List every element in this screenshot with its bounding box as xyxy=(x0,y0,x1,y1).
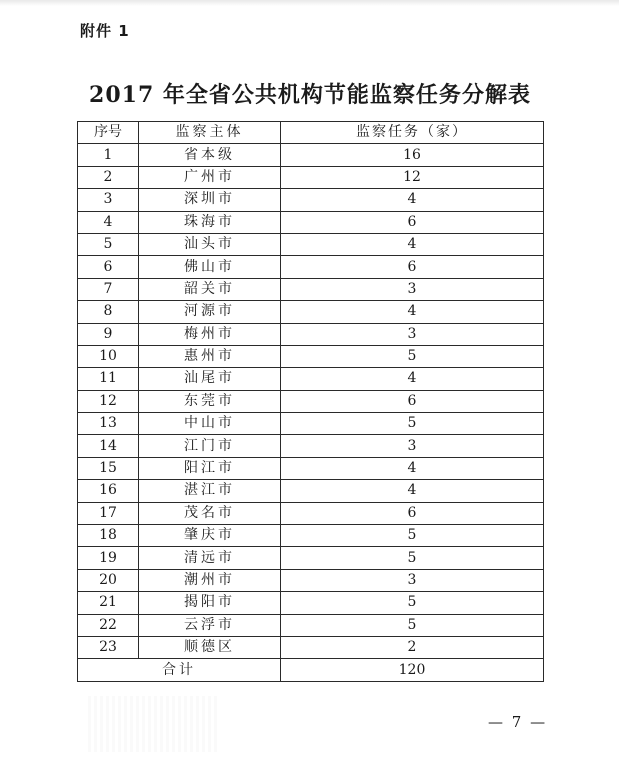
table-row xyxy=(78,502,544,524)
row-no-cell: 10 xyxy=(78,345,139,367)
row-tasks-cell: 3 xyxy=(281,278,544,300)
row-no-cell: 15 xyxy=(78,457,139,479)
table-row xyxy=(78,569,544,591)
row-no-cell: 13 xyxy=(78,413,139,435)
row-no-cell: 19 xyxy=(78,547,139,569)
table-row xyxy=(78,592,544,614)
row-tasks-cell: 6 xyxy=(281,390,544,412)
table-row xyxy=(78,278,544,300)
row-entity-cell: 汕头市 xyxy=(139,233,281,255)
row-entity-cell: 省本级 xyxy=(139,144,281,166)
table-row xyxy=(78,368,544,390)
attachment-label: 附件 1 xyxy=(80,22,130,40)
header-tasks: 监察任务（家） xyxy=(281,122,544,144)
header-entity: 监察主体 xyxy=(139,122,281,144)
table-body xyxy=(78,144,544,659)
row-entity-cell: 中山市 xyxy=(139,413,281,435)
document-title: 2017 年全省公共机构节能监察任务分解表 xyxy=(89,82,531,108)
table-row xyxy=(78,614,544,636)
table-row xyxy=(78,457,544,479)
table-row xyxy=(78,144,544,166)
table-row xyxy=(78,636,544,658)
table-row xyxy=(78,323,544,345)
row-entity-cell: 江门市 xyxy=(139,435,281,457)
row-entity-cell: 珠海市 xyxy=(139,211,281,233)
row-no-cell: 14 xyxy=(78,435,139,457)
total-label: 合计 xyxy=(78,659,281,682)
table-row xyxy=(78,547,544,569)
row-tasks-cell: 3 xyxy=(281,323,544,345)
page-edge-shadow xyxy=(0,0,619,6)
table-row xyxy=(78,211,544,233)
table-row xyxy=(78,301,544,323)
row-tasks-cell: 4 xyxy=(281,457,544,479)
table-row xyxy=(78,345,544,367)
row-no-cell: 21 xyxy=(78,592,139,614)
row-entity-cell: 韶关市 xyxy=(139,278,281,300)
table-row xyxy=(78,166,544,188)
row-tasks-cell: 5 xyxy=(281,525,544,547)
header-no: 序号 xyxy=(78,122,139,144)
row-entity-cell: 潮州市 xyxy=(139,569,281,591)
row-tasks-cell: 4 xyxy=(281,480,544,502)
row-no-cell: 5 xyxy=(78,233,139,255)
row-entity-cell: 清远市 xyxy=(139,547,281,569)
row-tasks-cell: 6 xyxy=(281,256,544,278)
table-row xyxy=(78,189,544,211)
row-entity-cell: 东莞市 xyxy=(139,390,281,412)
row-entity-cell: 广州市 xyxy=(139,166,281,188)
row-no-cell: 20 xyxy=(78,569,139,591)
row-entity-cell: 阳江市 xyxy=(139,457,281,479)
row-tasks-cell: 6 xyxy=(281,211,544,233)
row-no-cell: 3 xyxy=(78,189,139,211)
row-no-cell: 23 xyxy=(78,636,139,658)
row-tasks-cell: 3 xyxy=(281,569,544,591)
row-no-cell: 22 xyxy=(78,614,139,636)
row-tasks-cell: 4 xyxy=(281,189,544,211)
row-tasks-cell: 5 xyxy=(281,592,544,614)
row-entity-cell: 梅州市 xyxy=(139,323,281,345)
row-entity-cell: 汕尾市 xyxy=(139,368,281,390)
table-row xyxy=(78,256,544,278)
row-tasks-cell: 5 xyxy=(281,413,544,435)
row-no-cell: 11 xyxy=(78,368,139,390)
row-no-cell: 17 xyxy=(78,502,139,524)
row-no-cell: 6 xyxy=(78,256,139,278)
row-entity-cell: 顺德区 xyxy=(139,636,281,658)
row-no-cell: 1 xyxy=(78,144,139,166)
row-tasks-cell: 4 xyxy=(281,368,544,390)
row-entity-cell: 深圳市 xyxy=(139,189,281,211)
row-tasks-cell: 4 xyxy=(281,301,544,323)
table-row xyxy=(78,413,544,435)
row-tasks-cell: 16 xyxy=(281,144,544,166)
page-number: — 7 — xyxy=(488,713,548,731)
row-entity-cell: 湛江市 xyxy=(139,480,281,502)
row-no-cell: 18 xyxy=(78,525,139,547)
total-value: 120 xyxy=(281,659,544,682)
row-entity-cell: 惠州市 xyxy=(139,345,281,367)
table-row xyxy=(78,233,544,255)
row-tasks-cell: 2 xyxy=(281,636,544,658)
table-row xyxy=(78,435,544,457)
row-entity-cell: 茂名市 xyxy=(139,502,281,524)
table-row xyxy=(78,480,544,502)
row-no-cell: 2 xyxy=(78,166,139,188)
table-row xyxy=(78,390,544,412)
row-tasks-cell: 5 xyxy=(281,614,544,636)
row-no-cell: 4 xyxy=(78,211,139,233)
row-entity-cell: 佛山市 xyxy=(139,256,281,278)
scan-artifact xyxy=(88,696,218,752)
row-tasks-cell: 12 xyxy=(281,166,544,188)
row-tasks-cell: 3 xyxy=(281,435,544,457)
row-no-cell: 9 xyxy=(78,323,139,345)
row-entity-cell: 揭阳市 xyxy=(139,592,281,614)
row-entity-cell: 云浮市 xyxy=(139,614,281,636)
row-no-cell: 12 xyxy=(78,390,139,412)
row-tasks-cell: 5 xyxy=(281,547,544,569)
row-no-cell: 7 xyxy=(78,278,139,300)
row-tasks-cell: 4 xyxy=(281,233,544,255)
table-header-row xyxy=(78,122,544,144)
task-table xyxy=(77,121,544,682)
row-tasks-cell: 6 xyxy=(281,502,544,524)
row-tasks-cell: 5 xyxy=(281,345,544,367)
table-total-row xyxy=(78,659,544,682)
row-entity-cell: 河源市 xyxy=(139,301,281,323)
row-entity-cell: 肇庆市 xyxy=(139,525,281,547)
row-no-cell: 16 xyxy=(78,480,139,502)
row-no-cell: 8 xyxy=(78,301,139,323)
table-row xyxy=(78,525,544,547)
